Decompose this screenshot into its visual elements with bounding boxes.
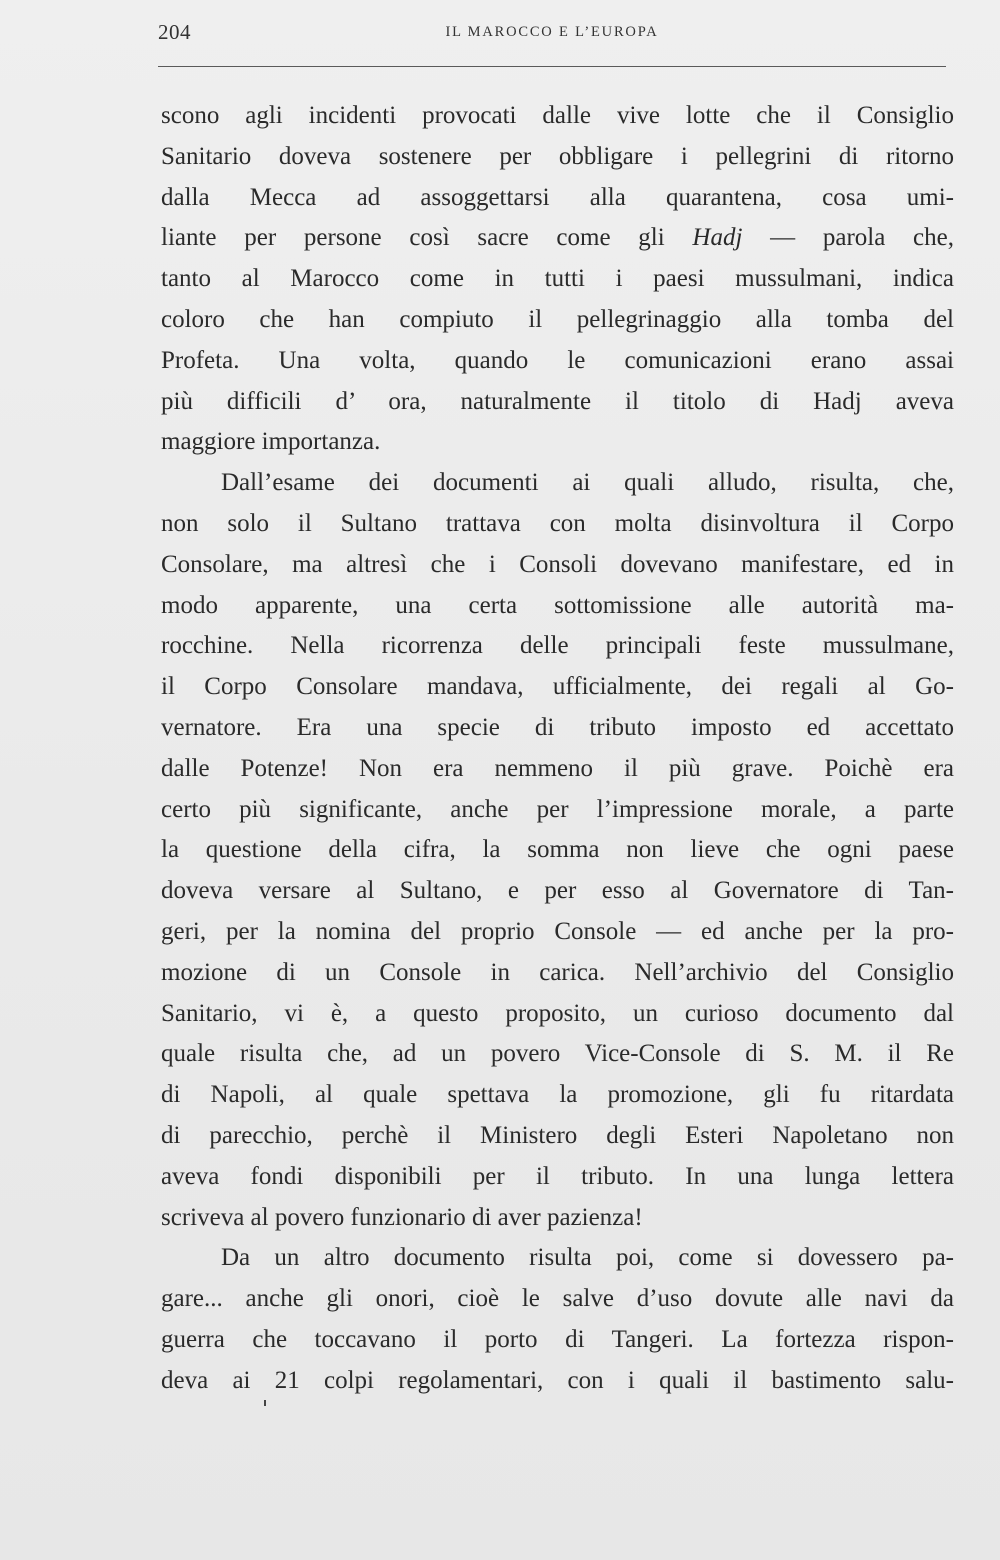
ink-speck bbox=[264, 1400, 266, 1406]
text-line: più difficili d’ ora, naturalmente il titolo di Hadj aveva bbox=[161, 387, 954, 415]
text-line: non solo il Sultano trattava con molta disinvoltura il Corpo bbox=[161, 509, 954, 537]
text-line: rocchine. Nella ricorrenza delle principali feste mussulmane, bbox=[161, 632, 954, 660]
text-line: scono agli incidenti provocati dalle vive lotte che il Consiglio bbox=[161, 102, 954, 129]
text-line: liante per persone così sacre come gli Hadj — parola che, bbox=[161, 224, 955, 252]
text-line: Profeta. Una volta, quando le comunicazioni erano assai bbox=[161, 346, 954, 374]
text-line: di parecchio, perchè il Ministero degli Esteri Napoletano non bbox=[161, 1121, 954, 1149]
text-line: maggiore importanza. bbox=[161, 428, 381, 456]
page-header bbox=[158, 20, 946, 48]
text-line: modo apparente, una certa sottomissione alle autorità ma- bbox=[161, 591, 954, 619]
text-line: di Napoli, al quale spettava la promozione, gli fu ritardata bbox=[161, 1081, 954, 1109]
text-line: mozione di un Console in carica. Nell’archivio del Consiglio bbox=[161, 958, 954, 986]
text-line: geri, per la nomina del proprio Console — ed anche per la pro- bbox=[161, 917, 954, 945]
text-line: deva ai 21 colpi regolamentari, con i quali il bastimento salu- bbox=[161, 1366, 954, 1394]
text-line: doveva versare al Sultano, e per esso al Governatore di Tan- bbox=[161, 877, 954, 905]
text-line: certo più significante, anche per l’impressione morale, a parte bbox=[161, 795, 954, 823]
text-line: il Corpo Consolare mandava, ufficialmente, dei regali al Go- bbox=[161, 673, 954, 701]
text-line: vernatore. Era una specie di tributo imposto ed accettato bbox=[161, 713, 954, 741]
text-line: tanto al Marocco come in tutti i paesi mussulmani, indica bbox=[161, 265, 954, 293]
text-line: dalla Mecca ad assoggettarsi alla quarantena, cosa umi- bbox=[161, 183, 954, 211]
page-number: 204 bbox=[158, 20, 191, 44]
body-text bbox=[161, 96, 954, 1402]
text-line: Sanitario doveva sostenere per obbligare i pellegrini di ritorno bbox=[161, 142, 954, 170]
italic-term: Hadj bbox=[692, 224, 743, 252]
paragraph-2 bbox=[161, 463, 954, 1238]
text-line: dalle Potenze! Non era nemmeno il più grave. Poichè era bbox=[161, 754, 954, 782]
text-line: gare... anche gli onori, cioè le salve d’uso dovute alle navi da bbox=[161, 1285, 954, 1313]
text-line: aveva fondi disponibili per il tributo. In una lunga lettera bbox=[161, 1162, 954, 1190]
text-line: Dall’esame dei documenti ai quali alludo, risulta, che, bbox=[221, 469, 954, 497]
paragraph-3 bbox=[161, 1238, 954, 1401]
text-line: coloro che han compiuto il pellegrinaggio alla tomba del bbox=[161, 305, 954, 333]
text-line: scriveva al povero funzionario di aver pazienza! bbox=[161, 1203, 643, 1231]
text-line: la questione della cifra, la somma non lieve che ogni paese bbox=[161, 836, 954, 864]
header-rule bbox=[158, 66, 946, 67]
paragraph-1 bbox=[161, 96, 954, 463]
running-title: IL MAROCCO E L’EUROPA bbox=[445, 24, 659, 40]
text-line: guerra che toccavano il porto di Tangeri. La fortezza rispon- bbox=[161, 1325, 954, 1353]
text-line: Da un altro documento risulta poi, come si dovessero pa- bbox=[221, 1244, 954, 1272]
text-line: quale risulta che, ad un povero Vice-Console di S. M. il Re bbox=[161, 1040, 954, 1068]
text-line: Sanitario, vi è, a questo proposito, un curioso documento dal bbox=[161, 999, 954, 1027]
text-line: Consolare, ma altresì che i Consoli dovevano manifestare, ed in bbox=[161, 550, 954, 578]
